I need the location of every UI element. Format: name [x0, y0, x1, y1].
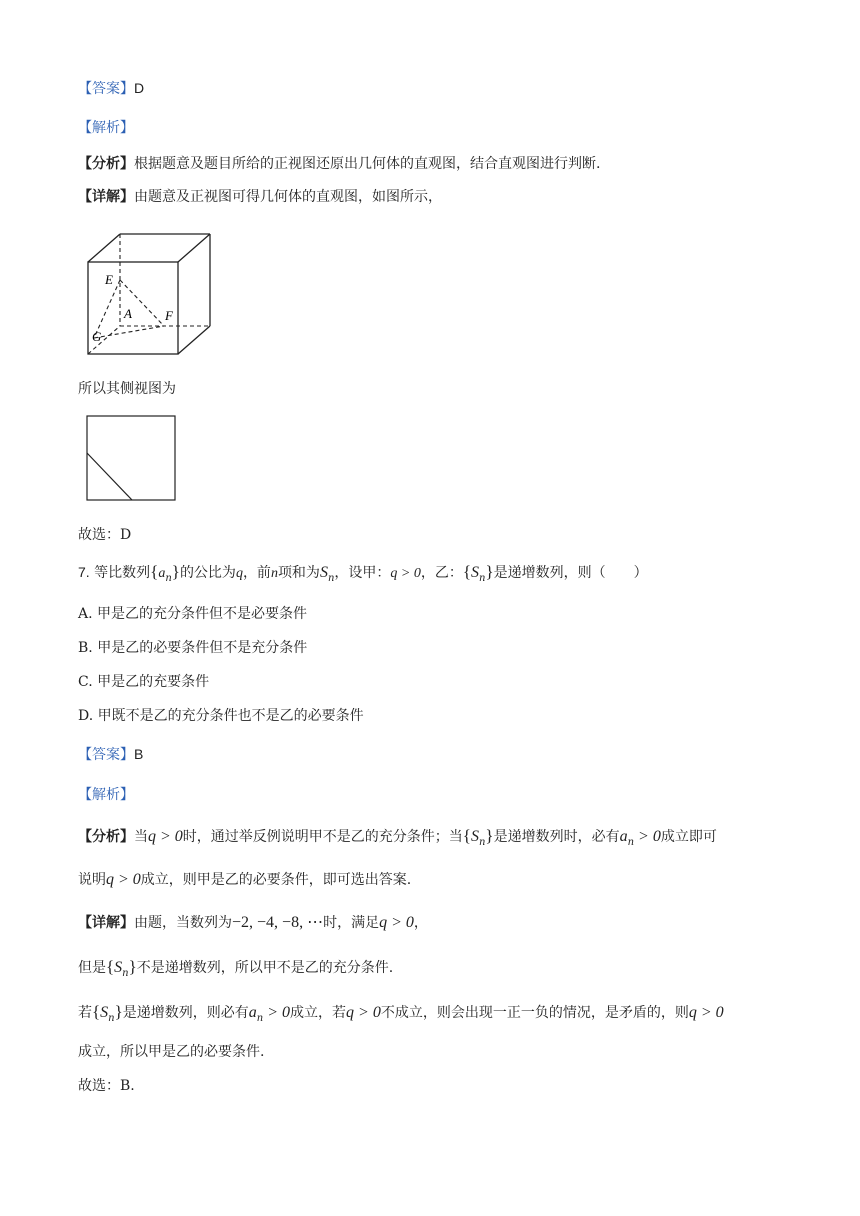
xj2-zq: q > 0 [346, 1004, 381, 1021]
question-number: 7. [78, 564, 90, 580]
xj2-t2: 时，满足 [323, 915, 380, 931]
fenxi2-t4: 成立即可 [660, 829, 717, 845]
question-7-stem: 7. 等比数列$\{a_n\}$的公比为q，前n项和为$S_n$，设甲：q > 0，乙：$\{S_n\}$是递增数列，则（ ） [78, 562, 648, 584]
fenxi2-cond3: q > 0 [106, 871, 141, 888]
xj2-t3: ， [413, 915, 428, 931]
q7-text-1: 等比数列 [94, 565, 151, 581]
choose-text-1: 故选：D [78, 527, 132, 543]
label-a: A [124, 306, 132, 321]
xiangjie-line-2b: 但是$\{S_n\}$不是递增数列，所以甲不是乙的充分条件. [78, 957, 394, 979]
cube-figure [80, 228, 220, 360]
q7-n: n [270, 566, 278, 581]
xj2-z3: 成立，若 [290, 1005, 347, 1021]
xj2-an: a [248, 1004, 257, 1021]
q7-text-6: ，乙： [420, 565, 463, 581]
xj2-t1: 由题，当数列为 [134, 915, 232, 931]
answer-line-2 [78, 744, 143, 764]
xj2-zcond: > 0 [263, 1004, 291, 1021]
side-view-figure [86, 415, 180, 503]
fenxi-tag-2: 【分析】 [78, 829, 134, 845]
analysis-heading-1 [78, 117, 134, 137]
xiangjie-tag-2: 【详解】 [78, 915, 134, 931]
q7-an-n: n [165, 573, 172, 584]
label-g: G [92, 329, 102, 344]
answer-value-2: B [134, 746, 144, 762]
fenxi-line-1 [78, 153, 600, 173]
option-d: D. 甲既不是乙的充分条件也不是乙的必要条件 [78, 708, 364, 724]
xj2-z4: 不成立，则会出现一正一负的情况，是矛盾的，则 [380, 1005, 689, 1021]
xj2-w1: 成立，所以甲是乙的必要条件. [78, 1044, 265, 1060]
fenxi-line-2b [78, 869, 411, 889]
xiangjie-text: 由题意及正视图可得几何体的直观图，如图所示， [134, 189, 442, 205]
label-e: E [105, 272, 113, 287]
fenxi-tag: 【分析】 [78, 156, 134, 172]
answer-tag-2: 【答案】 [78, 747, 134, 763]
fenxi-text: 根据题意及题目所给的正视图还原出几何体的直观图，结合直观图进行判断. [134, 156, 601, 172]
analysis-heading-2 [78, 784, 134, 804]
analysis-tag-2: 【解析】 [78, 787, 134, 803]
analysis-tag: 【解析】 [78, 120, 134, 136]
q7-text-4: 项和为 [277, 565, 320, 581]
xj2-z2: 是递增数列，则必有 [122, 1005, 249, 1021]
xiangjie-line-1 [78, 186, 442, 206]
option-c: C. 甲是乙的充要条件 [78, 674, 210, 690]
fenxi2-t6: 成立，则甲是乙的必要条件，即可选出答案. [140, 872, 412, 888]
q7-Sn-n: n [327, 573, 335, 584]
xj2-z1: 若 [78, 1005, 92, 1021]
option-b: B. 甲是乙的必要条件但不是充分条件 [78, 640, 308, 656]
fenxi2-t3: 是递增数列时，必有 [493, 829, 620, 845]
fenxi2-t1: 当 [134, 829, 148, 845]
xj2-zq2: q > 0 [688, 1004, 724, 1021]
xiangjie-tag: 【详解】 [78, 189, 134, 205]
label-f: F [165, 308, 173, 323]
choose-line-2 [78, 1075, 135, 1095]
q7-text-3: ，前 [242, 565, 271, 581]
answer-value: D [134, 80, 145, 96]
fenxi2-an: a [619, 828, 628, 845]
q7-text-5: ，设甲： [334, 565, 391, 581]
q7-q: q [235, 566, 243, 581]
choose-line-1 [78, 524, 131, 544]
xj2-y1: 但是 [78, 960, 106, 976]
fenxi2-cond2: > 0 [634, 828, 661, 845]
choose-text-2: 故选：B. [78, 1078, 135, 1094]
fenxi2-cond1: q > 0 [148, 828, 183, 845]
q7-S: S [319, 564, 328, 581]
fenxi-line-2: 【分析】当q > 0时，通过举反例说明甲不是乙的充分条件；当$\{S_n\}$是递增数列时，必有$a_n > 0$成立即可 [78, 826, 717, 848]
fenxi2-t2: 时，通过举反例说明甲不是乙的充分条件；当 [182, 829, 463, 845]
option-a: A. 甲是乙的充分条件但不是必要条件 [78, 606, 308, 622]
xiangjie-line-2d [78, 1041, 264, 1061]
xj2-y2: 不是递增数列，所以甲不是乙的充分条件. [136, 960, 394, 976]
answer-tag: 【答案】 [78, 81, 134, 97]
xiangjie-line-2 [78, 912, 428, 932]
answer-line-1 [78, 78, 144, 98]
q7-an-a: a [158, 566, 166, 581]
xiangjie-line-2c: 若$\{S_n\}$是递增数列，则必有$a_n > 0$成立，若q > 0不成立，则会出现一正一负的情况，是矛盾的，则q > 0 [78, 1002, 724, 1024]
xj2-cond: q > 0 [379, 914, 414, 931]
side-view-text: 所以其侧视图为 [78, 381, 176, 397]
q7-text-2: 的公比为 [179, 565, 236, 581]
q7-cond: q > 0 [390, 566, 421, 581]
q7-text-7: 是递增数列，则（ ） [493, 565, 648, 581]
fenxi2-t5: 说明 [78, 872, 106, 888]
xj2-seq: −2, −4, −8, ⋯ [232, 914, 324, 931]
side-view-line [78, 378, 176, 398]
